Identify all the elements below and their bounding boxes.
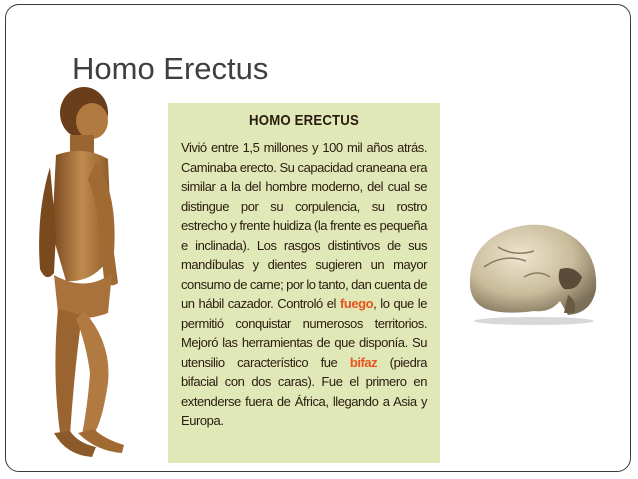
slide-title: Homo Erectus (72, 51, 269, 86)
highlight-biface: bifaz (349, 354, 378, 370)
box-heading: HOMO ERECTUS (249, 112, 359, 129)
highlight-fire: fuego (339, 296, 374, 311)
info-box (168, 103, 440, 463)
box-text-part-2: , lo que le permitió conquistar numerosos territorios. Mejoró las herramientas de que disponía. Su utensilio característico fue (181, 296, 427, 370)
skull-image (464, 217, 604, 329)
box-text-part-3: (piedra bifacial con dos caras). Fue el primero en extenderse fuera de África, llegando a Asia y Europa. (181, 354, 428, 428)
slide (5, 4, 631, 472)
box-text (181, 138, 427, 431)
box-text-part-1: Vivió entre 1,5 millones y 100 mil años atrás. Caminaba erecto. Su capacidad craneana era similar a la del hombre moderno, del cual se distingue por su corpulencia, su rostro estrecho y frente huidiza (la frente es pequeña e inclinada). Los rasgos distintivos de sus mandíbulas y dientes sugieren un mayor consumo de carne; por lo tanto, dan cuenta de un hábil cazador. Controló el (181, 140, 427, 311)
homo-erectus-figure (26, 83, 144, 469)
